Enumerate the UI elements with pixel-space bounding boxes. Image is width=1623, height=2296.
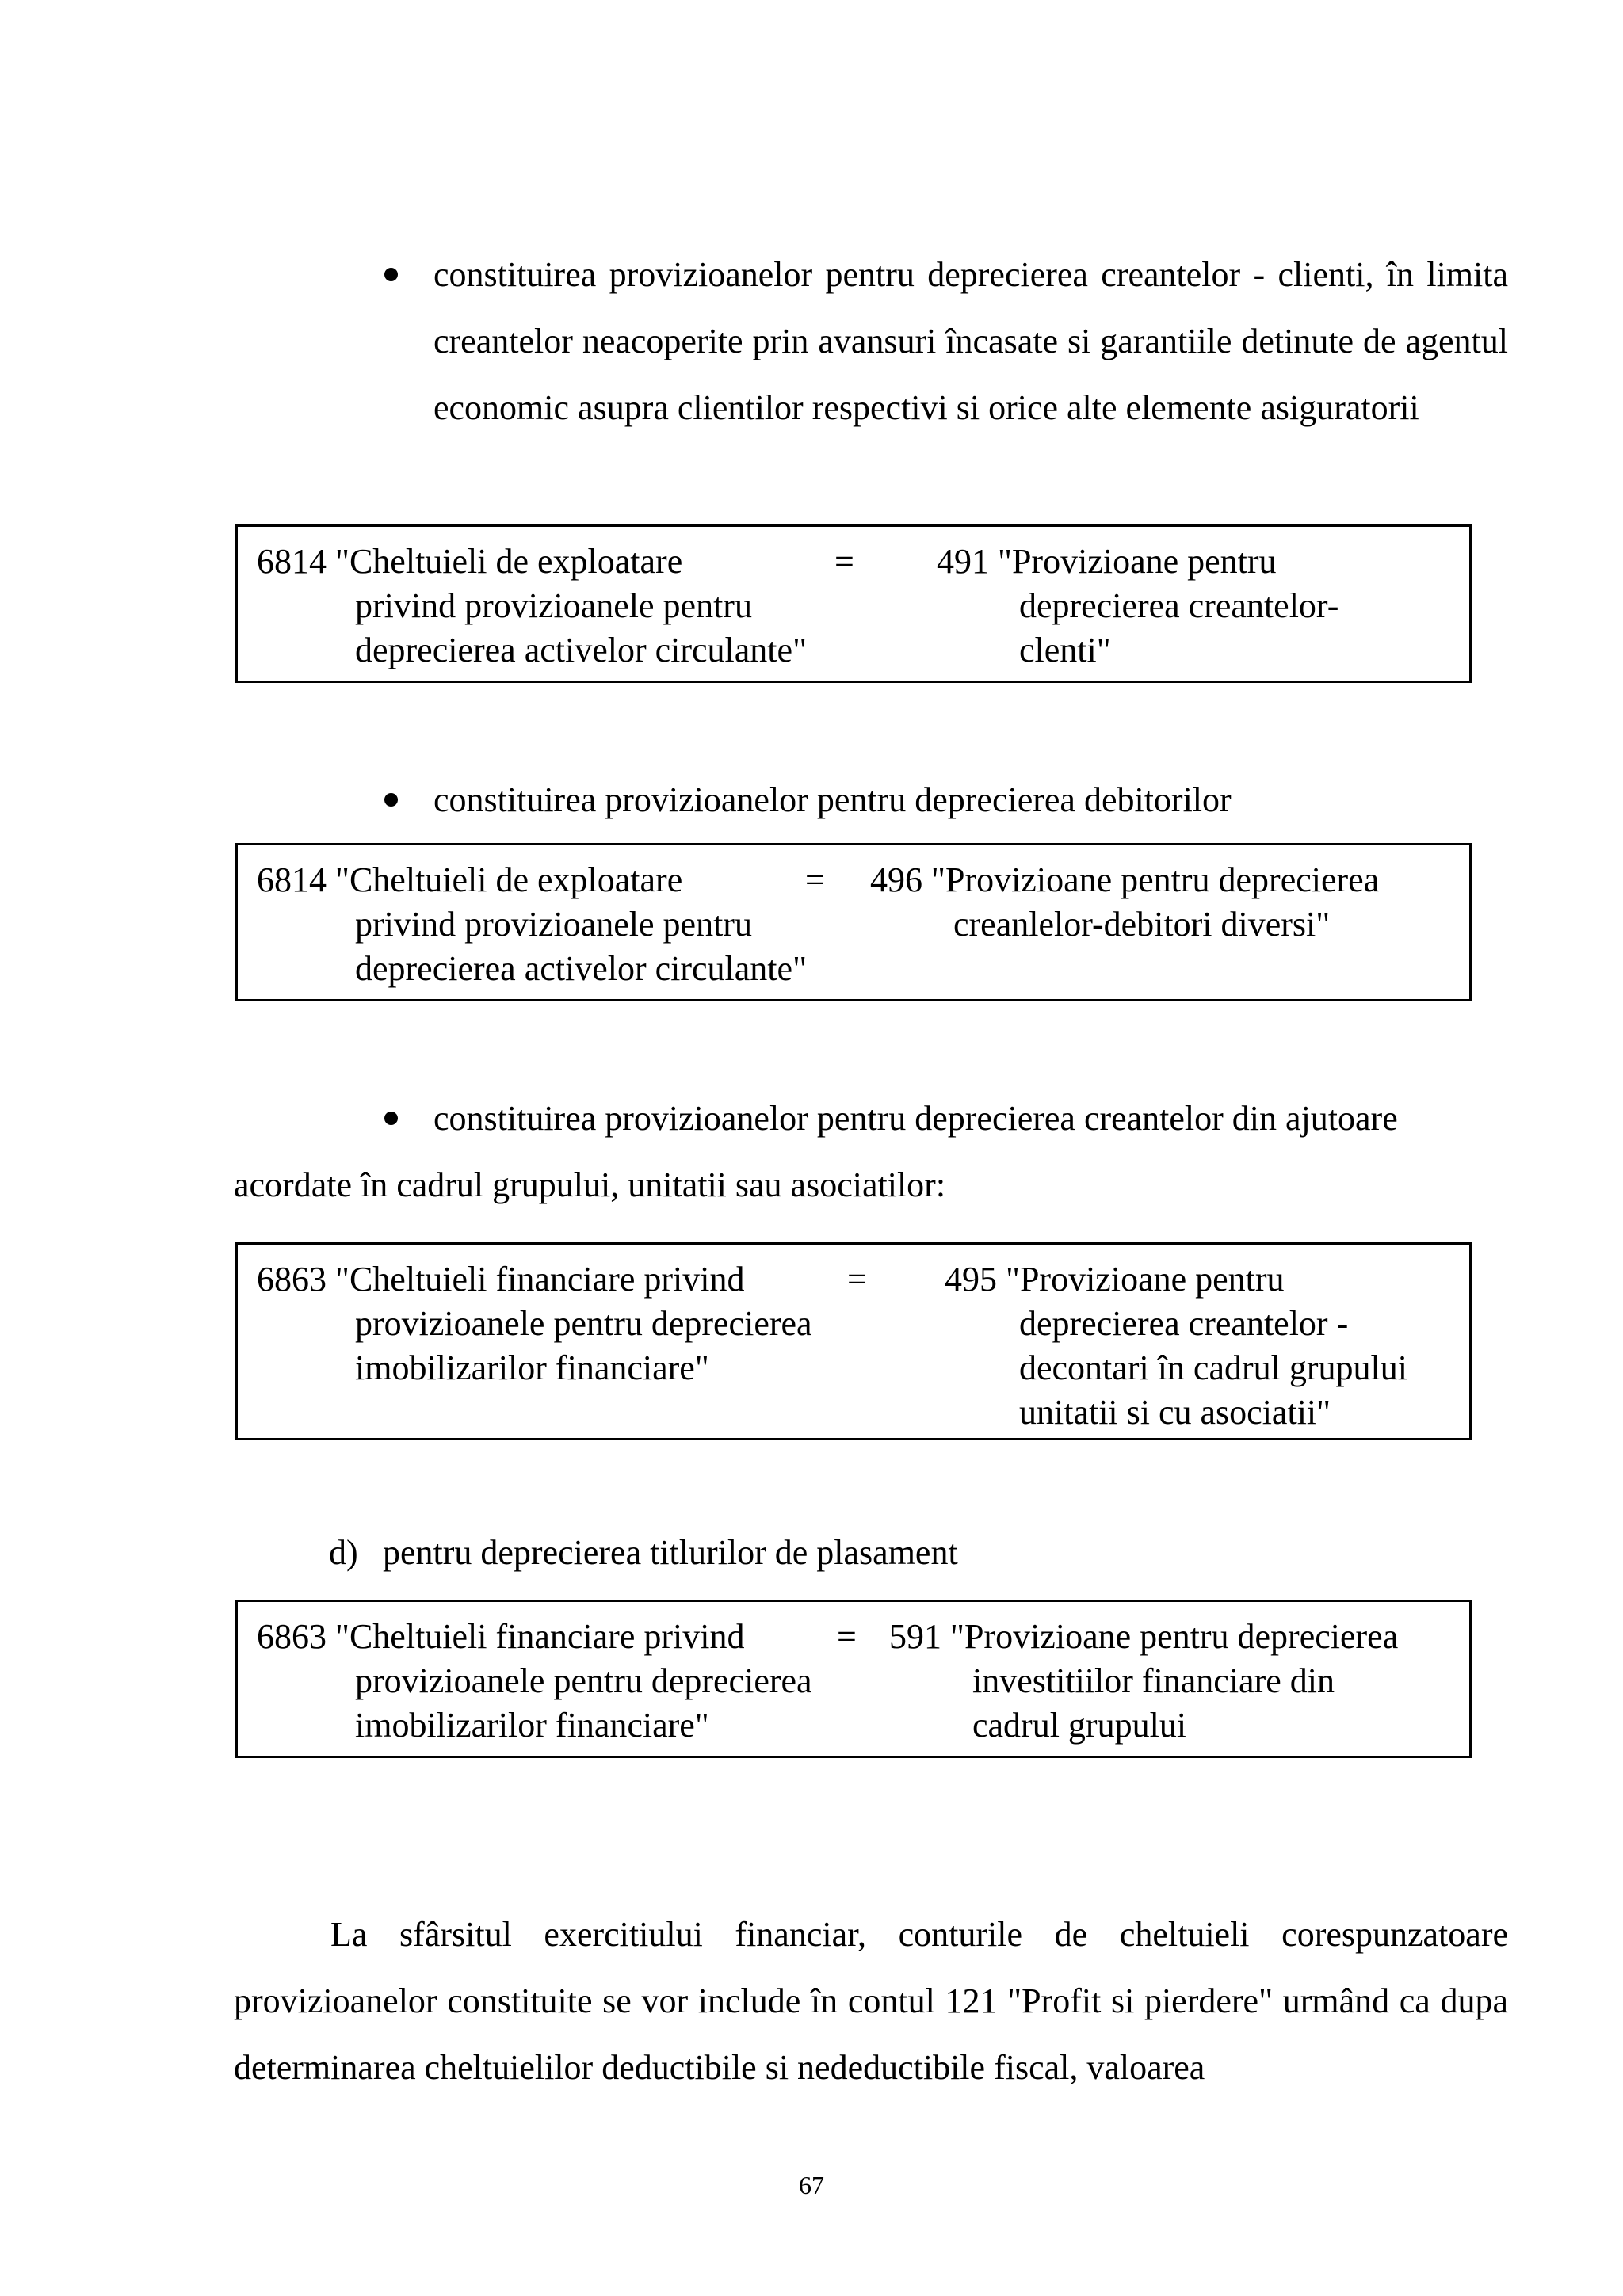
bullet-continuation-text: acordate în cadrul grupului, unitatii sau asociatilor:	[234, 1165, 946, 1204]
credit-account-line: clenti"	[1019, 631, 1111, 669]
bullet-item-provisions-group	[433, 1085, 1508, 1152]
bullet-icon	[384, 268, 398, 281]
debit-account-line: privind provizioanele pentru	[355, 905, 752, 944]
page-number: 67	[799, 2171, 824, 2199]
equals-sign: =	[847, 1260, 867, 1299]
credit-account-line: creanlelor-debitori diversi"	[953, 905, 1331, 944]
credit-account-line: 496 "Provizioane pentru deprecierea	[870, 860, 1380, 899]
accounting-entry-box-4	[235, 1600, 1472, 1758]
credit-account-line: 495 "Provizioane pentru	[945, 1260, 1285, 1299]
credit-account-line: decontari în cadrul grupului	[1019, 1348, 1407, 1387]
debit-account-line: imobilizarilor financiare"	[355, 1348, 709, 1387]
credit-account-line: investitiilor financiare din	[972, 1661, 1335, 1700]
section-d-marker: d)	[329, 1533, 358, 1572]
closing-paragraph: La sfârsitul exercitiului financiar, conturile de cheltuieli corespunzatoare provizioanelor constituite se vor include în contul 121 "Profit si pierdere" urmând ca dupa determinarea cheltuielilor deductibile si nedeductibile fiscal, valoarea	[234, 1915, 1508, 2087]
debit-account-line: 6814 "Cheltuieli de exploatare	[257, 542, 683, 581]
debit-account-line: provizioanele pentru deprecierea	[355, 1661, 812, 1700]
debit-account-line: deprecierea activelor circulante"	[355, 631, 808, 669]
bullet-item-provisions-debtors	[433, 767, 1508, 833]
bullet-item-provisions-clients	[433, 242, 1508, 441]
debit-account-line: 6863 "Cheltuieli financiare privind	[257, 1260, 745, 1299]
bullet-text: constituirea provizioanelor pentru deprecierea creantelor din ajutoare	[433, 1099, 1398, 1138]
bullet-icon	[384, 1112, 398, 1125]
accounting-entry-box-1	[235, 524, 1472, 683]
credit-account-line: deprecierea creantelor -	[1019, 1304, 1349, 1343]
debit-account-line: provizioanele pentru deprecierea	[355, 1304, 812, 1343]
credit-account-line: unitatii si cu asociatii"	[1019, 1393, 1331, 1432]
credit-account-line: cadrul grupului	[972, 1706, 1187, 1745]
section-d-heading: pentru deprecierea titlurilor de plasament	[383, 1533, 958, 1572]
debit-account-line: deprecierea activelor circulante"	[355, 949, 808, 988]
bullet-text: constituirea provizioanelor pentru deprecierea debitorilor	[433, 780, 1232, 819]
bullet-icon	[384, 793, 398, 807]
credit-account-line: 491 "Provizioane pentru	[937, 542, 1277, 581]
equals-sign: =	[834, 542, 854, 581]
credit-account-line: deprecierea creantelor-	[1019, 586, 1339, 625]
debit-account-line: privind provizioanele pentru	[355, 586, 752, 625]
accounting-entry-box-3	[235, 1242, 1472, 1440]
debit-account-line: 6863 "Cheltuieli financiare privind	[257, 1617, 745, 1656]
accounting-entry-box-2	[235, 843, 1472, 1001]
credit-account-line: 591 "Provizioane pentru deprecierea	[889, 1617, 1399, 1656]
equals-sign: =	[805, 860, 825, 899]
equals-sign: =	[837, 1617, 857, 1656]
debit-account-line: imobilizarilor financiare"	[355, 1706, 709, 1745]
bullet-text: constituirea provizioanelor pentru deprecierea creantelor - clienti, în limita creantelor neacoperite prin avansuri încasate si garantiile detinute de agentul economic asupra clientilor respectivi si orice alte elemente asiguratorii	[433, 255, 1508, 427]
debit-account-line: 6814 "Cheltuieli de exploatare	[257, 860, 683, 899]
